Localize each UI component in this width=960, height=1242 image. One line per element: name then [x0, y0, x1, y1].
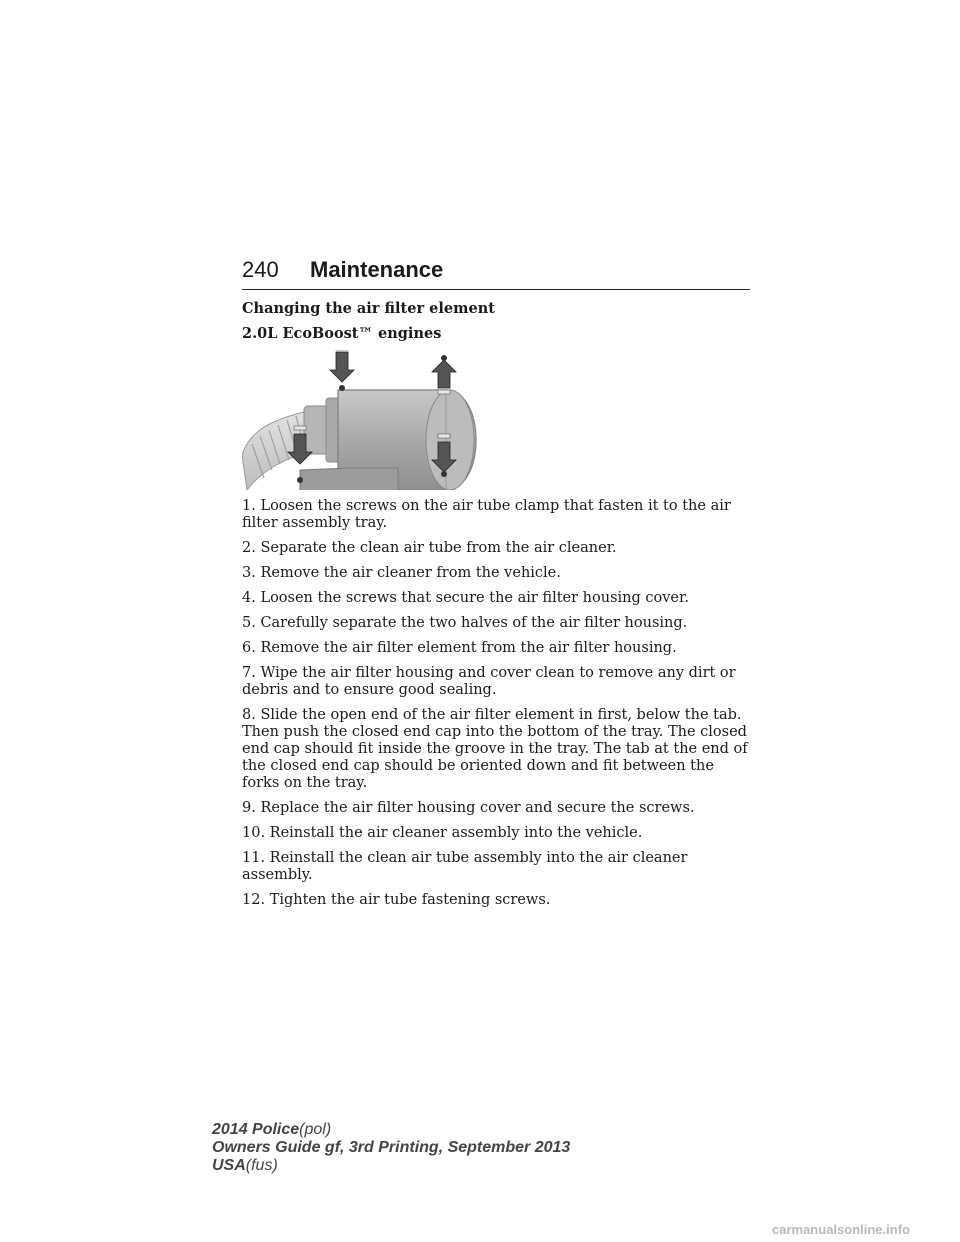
- footer-market: USA: [212, 1157, 246, 1174]
- list-item: 9. Replace the air filter housing cover and secure the screws.: [242, 800, 695, 816]
- header-divider: [242, 289, 750, 290]
- list-item: 4. Loosen the screws that secure the air filter housing cover.: [242, 590, 689, 606]
- page-number: 240: [242, 257, 279, 282]
- list-item: 7. Wipe the air filter housing and cover clean to remove any dirt or debris and to ensure good sealing.: [242, 665, 736, 698]
- footer-line-2: Owners Guide gf, 3rd Printing, September 2013: [212, 1139, 571, 1156]
- footer-market-code: (fus): [245, 1157, 278, 1174]
- section-heading: Changing the air filter element: [242, 300, 495, 317]
- list-item: 12. Tighten the air tube fastening screws.: [242, 892, 551, 908]
- footer-line-1: [212, 1121, 570, 1139]
- list-item: 1. Loosen the screws on the air tube clamp that fasten it to the air filter assembly tray.: [242, 498, 731, 531]
- watermark: carmanualsonline.info: [772, 1222, 910, 1237]
- engine-subheading: 2.0L EcoBoost™ engines: [242, 325, 442, 342]
- list-item: 8. Slide the open end of the air filter element in first, below the tab. Then push the closed end cap into the bottom of the tray. The closed end cap should fit inside the groove in the tray. The tab at the end of the closed end cap should be oriented down and fit between the forks on the tray.: [242, 707, 748, 791]
- steps-list: [242, 498, 752, 909]
- footer-line-3: [212, 1157, 570, 1175]
- list-item: 10. Reinstall the air cleaner assembly into the vehicle.: [242, 825, 643, 841]
- footer-model-code: (pol): [299, 1121, 332, 1138]
- list-item: 2. Separate the clean air tube from the air cleaner.: [242, 540, 617, 556]
- footer-model: 2014 Police: [212, 1121, 300, 1138]
- list-item: 11. Reinstall the clean air tube assembly into the air cleaner assembly.: [242, 850, 688, 883]
- air-filter-illustration: [242, 350, 482, 490]
- document-footer: [212, 1121, 570, 1175]
- list-item: 3. Remove the air cleaner from the vehicle.: [242, 565, 561, 581]
- list-item: 5. Carefully separate the two halves of the air filter housing.: [242, 615, 688, 631]
- section-title: Maintenance: [310, 257, 444, 282]
- page-header: [242, 256, 750, 296]
- list-item: 6. Remove the air filter element from the air filter housing.: [242, 640, 677, 656]
- page-content: [242, 300, 752, 917]
